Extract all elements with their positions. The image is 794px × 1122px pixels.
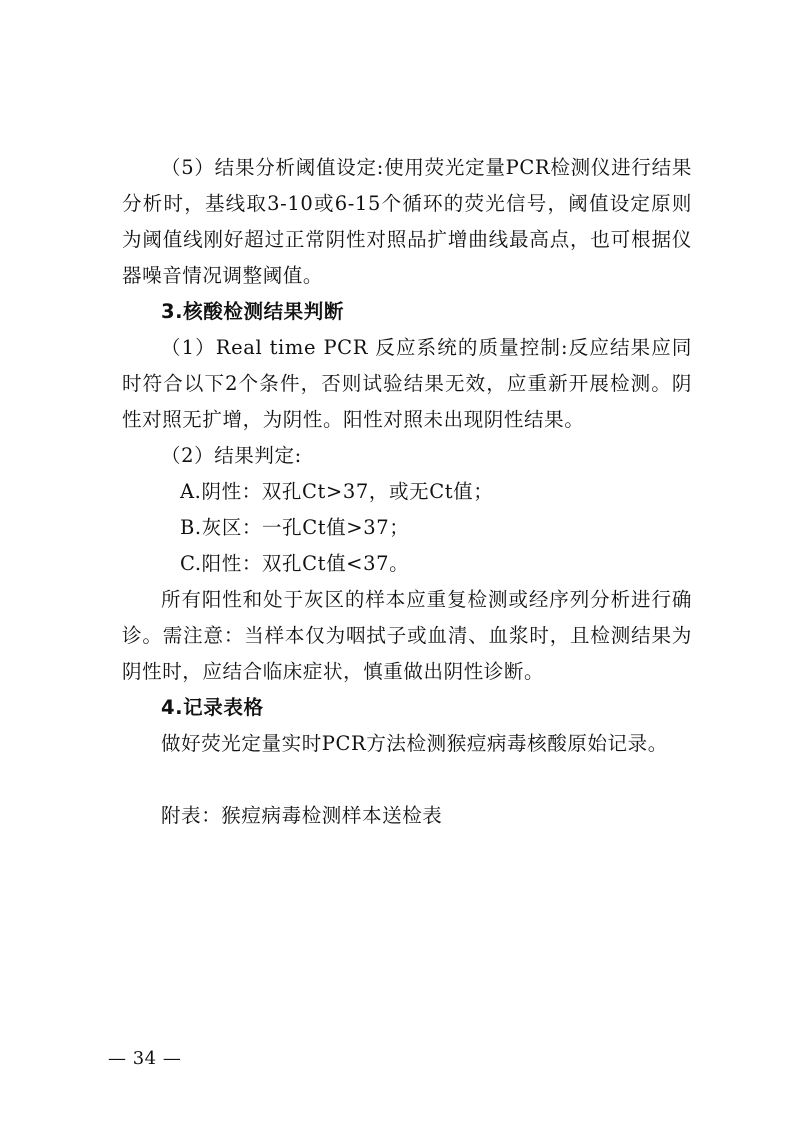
appendix-line: 附表：猴痘病毒检测样本送检表 xyxy=(161,804,443,827)
result-item-negative: A.阴性：双孔Ct>37，或无Ct值； xyxy=(180,480,494,503)
result-judgement-label: （2）结果判定: xyxy=(161,444,302,467)
threshold-paragraph: （5）结果分析阈值设定:使用荧光定量PCR检测仪进行结果分析时，基线取3-10或6-15个循环的荧光信号，阈值设定原则为阈值线刚好超过正常阴性对照品扩增曲线最高点，也可根据仪器噪音情况调整阈值。 xyxy=(122,156,692,287)
result-item-positive: C.阳性：双孔Ct值<37。 xyxy=(180,552,410,575)
document-body xyxy=(122,150,692,834)
record-paragraph: 做好荧光定量实时PCR方法检测猴痘病毒核酸原始记录。 xyxy=(161,732,668,755)
result-item-gray-zone: B.灰区：一孔Ct值>37； xyxy=(180,516,410,539)
section-heading-3: 3.核酸检测结果判断 xyxy=(161,300,344,323)
spacer xyxy=(122,762,692,798)
retest-paragraph: 所有阳性和处于灰区的样本应重复检测或经序列分析进行确诊。需注意：当样本仅为咽拭子或血清、血浆时，且检测结果为阴性时，应结合临床症状，慎重做出阴性诊断。 xyxy=(122,588,692,683)
quality-control-paragraph: （1）Real time PCR 反应系统的质量控制:反应结果应同时符合以下2个条件，否则试验结果无效，应重新开展检测。阴性对照无扩增，为阴性。阳性对照未出现阴性结果。 xyxy=(122,336,692,431)
section-heading-4: 4.记录表格 xyxy=(161,696,264,719)
page-number: — 34 — xyxy=(108,1048,182,1069)
